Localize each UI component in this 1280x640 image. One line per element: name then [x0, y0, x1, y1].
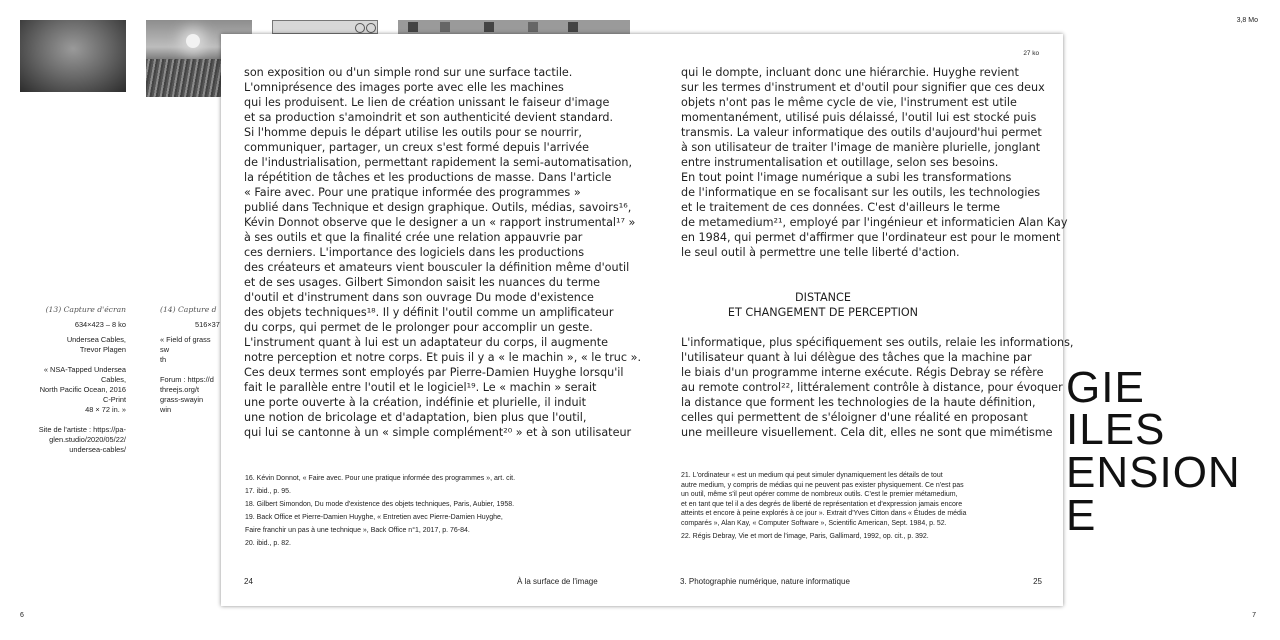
text-line: En tout point l'image numérique a subi les transformations — [681, 171, 1012, 184]
footnote-line: 19. Back Office et Pierre-Damien Huyghe, « Entretien avec Pierre-Damien Huyghe, — [245, 513, 503, 521]
text-line: ces derniers. L'importance des logiciels dans les productions — [244, 246, 585, 259]
text-line: « Faire avec. Pour une pratique informée des programmes » — [244, 186, 581, 199]
footnote-line: 22. Régis Debray, Vie et mort de l'image, Paris, Gallimard, 1992, op. cit., p. 392. — [681, 532, 929, 540]
caption-line — [30, 415, 126, 425]
text-line: et sa production s'amoindrit et son authenticité devient standard. — [244, 111, 614, 124]
caption-line: Cables, — [100, 375, 126, 384]
toolbar-thumbnail[interactable] — [398, 20, 630, 34]
left-column-text — [244, 65, 641, 440]
section-heading — [663, 290, 983, 320]
chapter-title-line-2: ILES — [1066, 405, 1166, 454]
caption-number: (13) Capture d'écran — [45, 305, 126, 314]
caption-line: threejs.org/t — [160, 385, 200, 394]
caption-line: th — [160, 355, 167, 364]
text-line: Kévin Donnot observe que le designer a un « rapport instrumental¹⁷ » — [244, 216, 636, 229]
footnote-line: 18. Gilbert Simondon, Du mode d'existence des objets techniques, Paris, Aubier, 1958. — [245, 500, 515, 508]
text-line: publié dans Technique et design graphique. Outils, médias, savoirs¹⁶, — [244, 201, 632, 214]
text-line: momentanément, utilisé puis délaissé, l'outil lui est stocké puis — [681, 111, 1037, 124]
text-line: L'omniprésence des images porte avec elle les machines — [244, 81, 564, 94]
caption-line: C-Print — [103, 395, 126, 404]
footnote — [245, 474, 515, 484]
caption-size: 634×423 – 8 ko — [74, 320, 126, 329]
caption-14 — [160, 305, 220, 415]
caption-line: « Field of grass sw — [160, 335, 211, 354]
file-size-label: 3,8 Mo — [1236, 17, 1258, 24]
caption-number: (14) Capture d — [160, 305, 217, 314]
footnote — [245, 487, 515, 497]
file-size-badge: 27 ko — [1023, 50, 1039, 57]
text-line: et de ses usages. Gilbert Simondon saisit les nuances du terme — [244, 276, 601, 289]
text-line: objets n'ont pas le même cycle de vie, l'instrument est utile — [681, 96, 1017, 109]
footnote — [681, 471, 966, 529]
text-line: à ses outils et que la finalité crée une relation appauvrie par — [244, 231, 583, 244]
caption-line — [160, 365, 220, 375]
text-line: du corps, qui permet de le prolonger pour accomplir un geste. — [244, 321, 593, 334]
text-line: en 1984, qui permet d'affirmer que l'ordinateur est pour le moment — [681, 231, 1061, 244]
footnote-line: un outil, même s'il peut opérer comme de nombreux outils. C'est le premier métamedium, — [681, 491, 958, 499]
text-line: à son utilisateur de traiter l'image de manière plurielle, jonglant — [681, 141, 1041, 154]
chapter-title-line-3: ENSION — [1066, 448, 1241, 497]
section-heading-line-1: DISTANCE — [795, 291, 851, 304]
caption-line: grass-swayin — [160, 395, 204, 404]
text-line: fait le parallèle entre l'outil et le logiciel¹⁹. Le « machin » serait — [244, 381, 597, 394]
text-line: le seul outil à permettre une telle liberté d'action. — [681, 246, 960, 259]
footnote-line: 20. ibid., p. 82. — [245, 539, 291, 547]
text-line: notre perception et notre corps. Et puis il y a « le machin », « le truc ». — [244, 351, 641, 364]
book-spread[interactable] — [221, 34, 1074, 606]
text-line: communiquer, partager, un creux s'est formé depuis l'arrivée — [244, 141, 590, 154]
footnotes-right — [681, 471, 966, 545]
caption-line: glen.studio/2020/05/22/ — [49, 435, 126, 444]
page-number-left: 6 — [20, 612, 24, 619]
footnote-line: autre medium, y compris de médias qui ne peuvent pas exister physiquement. Ce n'est pas — [681, 481, 964, 489]
caption-13 — [30, 305, 126, 455]
text-line: de metamedium²¹, employé par l'ingénieur et informaticien Alan Kay — [681, 216, 1068, 229]
text-line: d'outil et d'instrument dans son ouvrage Du mode d'existence — [244, 291, 594, 304]
footer-page-number-right: 25 — [1033, 577, 1042, 586]
right-column-text-top — [681, 65, 1067, 260]
caption-line: « NSA-Tapped Undersea — [43, 365, 126, 374]
text-line: la répétition de tâches et les productions de masse. Dans l'article — [244, 171, 612, 184]
text-line: qui lui se cantonne à un « simple complément²⁰ » et à son utilisateur — [244, 426, 632, 439]
text-line: son exposition ou d'un simple rond sur une surface tactile. — [244, 66, 573, 79]
caption-line: Forum : https://d — [160, 375, 214, 384]
footnote-line: et en tant que tel il a des degrés de liberté de représentation et d'expression jamais encore — [681, 500, 963, 508]
text-line: sur les termes d'instrument et d'outil pour signifier que ces deux — [681, 81, 1045, 94]
footnote-line: 21. L'ordinateur « est un medium qui peut simuler dynamiquement les détails de tout — [681, 472, 943, 479]
screenshot-thumbnail[interactable] — [272, 20, 378, 34]
text-line: celles qui permettent de s'éloigner d'une réalité en proposant — [681, 411, 1028, 424]
footer-page-number-left: 24 — [244, 577, 253, 586]
chapter-title-line-1: GIE — [1066, 363, 1145, 412]
caption-line: 48 × 72 in. » — [85, 405, 126, 414]
caption-line: North Pacific Ocean, 2016 — [39, 385, 126, 394]
footnotes-left — [245, 474, 515, 552]
text-line: de l'informatique en se focalisant sur les outils, les technologies — [681, 186, 1041, 199]
caption-line: win — [160, 405, 172, 414]
text-line: une meilleure visuellement. Cela dit, elles ne sont que mimétisme — [681, 426, 1053, 439]
footnote-line: comparés », Alan Kay, « Computer Software », Scientific American, Sept. 1984, p. 52. — [681, 519, 947, 527]
footnote — [245, 500, 515, 510]
text-line: une notion de bricolage et d'adaptation, bien plus que l'outil, — [244, 411, 587, 424]
text-line: qui le dompte, incluant donc une hiérarchie. Huyghe revient — [681, 66, 1019, 79]
text-line: et le traitement de ces données. C'est d'ailleurs le terme — [681, 201, 1001, 214]
page-number-right: 7 — [1252, 612, 1256, 619]
footnote — [681, 532, 966, 542]
caption-size: 516×37 — [195, 320, 220, 329]
caption-line: Trevor Plagen — [79, 345, 126, 354]
text-line: la distance que forment les technologies de la haute définition, — [681, 396, 1036, 409]
text-line: une porte ouverte à la création, indéfinie et plurielle, il induit — [244, 396, 587, 409]
text-line: L'instrument quant à lui est un adaptateur du corps, il augmente — [244, 336, 608, 349]
footnote-line: Faire franchir un pas à une technique », Back Office n°1, 2017, p. 76-84. — [245, 526, 470, 534]
text-line: entre instrumentalisation et outillage, selon ses besoins. — [681, 156, 999, 169]
right-column-text-bottom — [681, 335, 1073, 440]
footnote — [245, 539, 515, 549]
text-line: qui les produisent. Le lien de création unissant le faiseur d'image — [244, 96, 610, 109]
chapter-title-line-4: E — [1066, 491, 1097, 540]
text-line: L'informatique, plus spécifiquement ses outils, relaie les informations, — [681, 336, 1074, 349]
text-line: des créateurs et amateurs vient bousculer la définition même d'outil — [244, 261, 630, 274]
section-heading-line-2: ET CHANGEMENT DE PERCEPTION — [727, 306, 919, 319]
caption-line — [30, 355, 126, 365]
caption-line: undersea-cables/ — [69, 445, 126, 454]
footnote-line: 17. ibid., p. 95. — [245, 487, 291, 495]
text-line: Ces deux termes sont employés par Pierre-Damien Huyghe lorsqu'il — [244, 366, 624, 379]
footnote — [245, 513, 515, 536]
text-line: le biais d'un programme interne exécute. Régis Debray se réfère — [681, 366, 1044, 379]
footer-running-title-right: 3. Photographie numérique, nature informatique — [680, 577, 850, 586]
text-line: Si l'homme depuis le départ utilise les outils pour se nourrir, — [244, 126, 582, 139]
text-line: des objets techniques¹⁸. Il y définit l'outil comme un amplificateur — [244, 306, 614, 319]
footnote-line: atteints et encore à peine explorés à ce jour ». Extrait d'Yves Citton dans « Études de média — [681, 510, 967, 518]
footnote-line: 16. Kévin Donnot, « Faire avec. Pour une pratique informée des programmes », art. cit. — [245, 475, 516, 482]
text-line: de l'industrialisation, permettant rapidement la semi-automatisation, — [244, 156, 633, 169]
undersea-thumbnail[interactable] — [20, 20, 126, 92]
caption-line: Undersea Cables, — [66, 335, 126, 344]
text-line: l'utilisateur quant à lui délègue des tâches que la machine par — [681, 351, 1032, 364]
footer-running-title-left: À la surface de l'image — [517, 577, 598, 586]
text-line: transmis. La valeur informatique des outils d'aujourd'hui permet — [681, 126, 1042, 139]
caption-line: Site de l'artiste : https://pa- — [38, 425, 126, 434]
text-line: au remote control²², littéralement contrôle à distance, pour évoquer — [681, 381, 1063, 394]
